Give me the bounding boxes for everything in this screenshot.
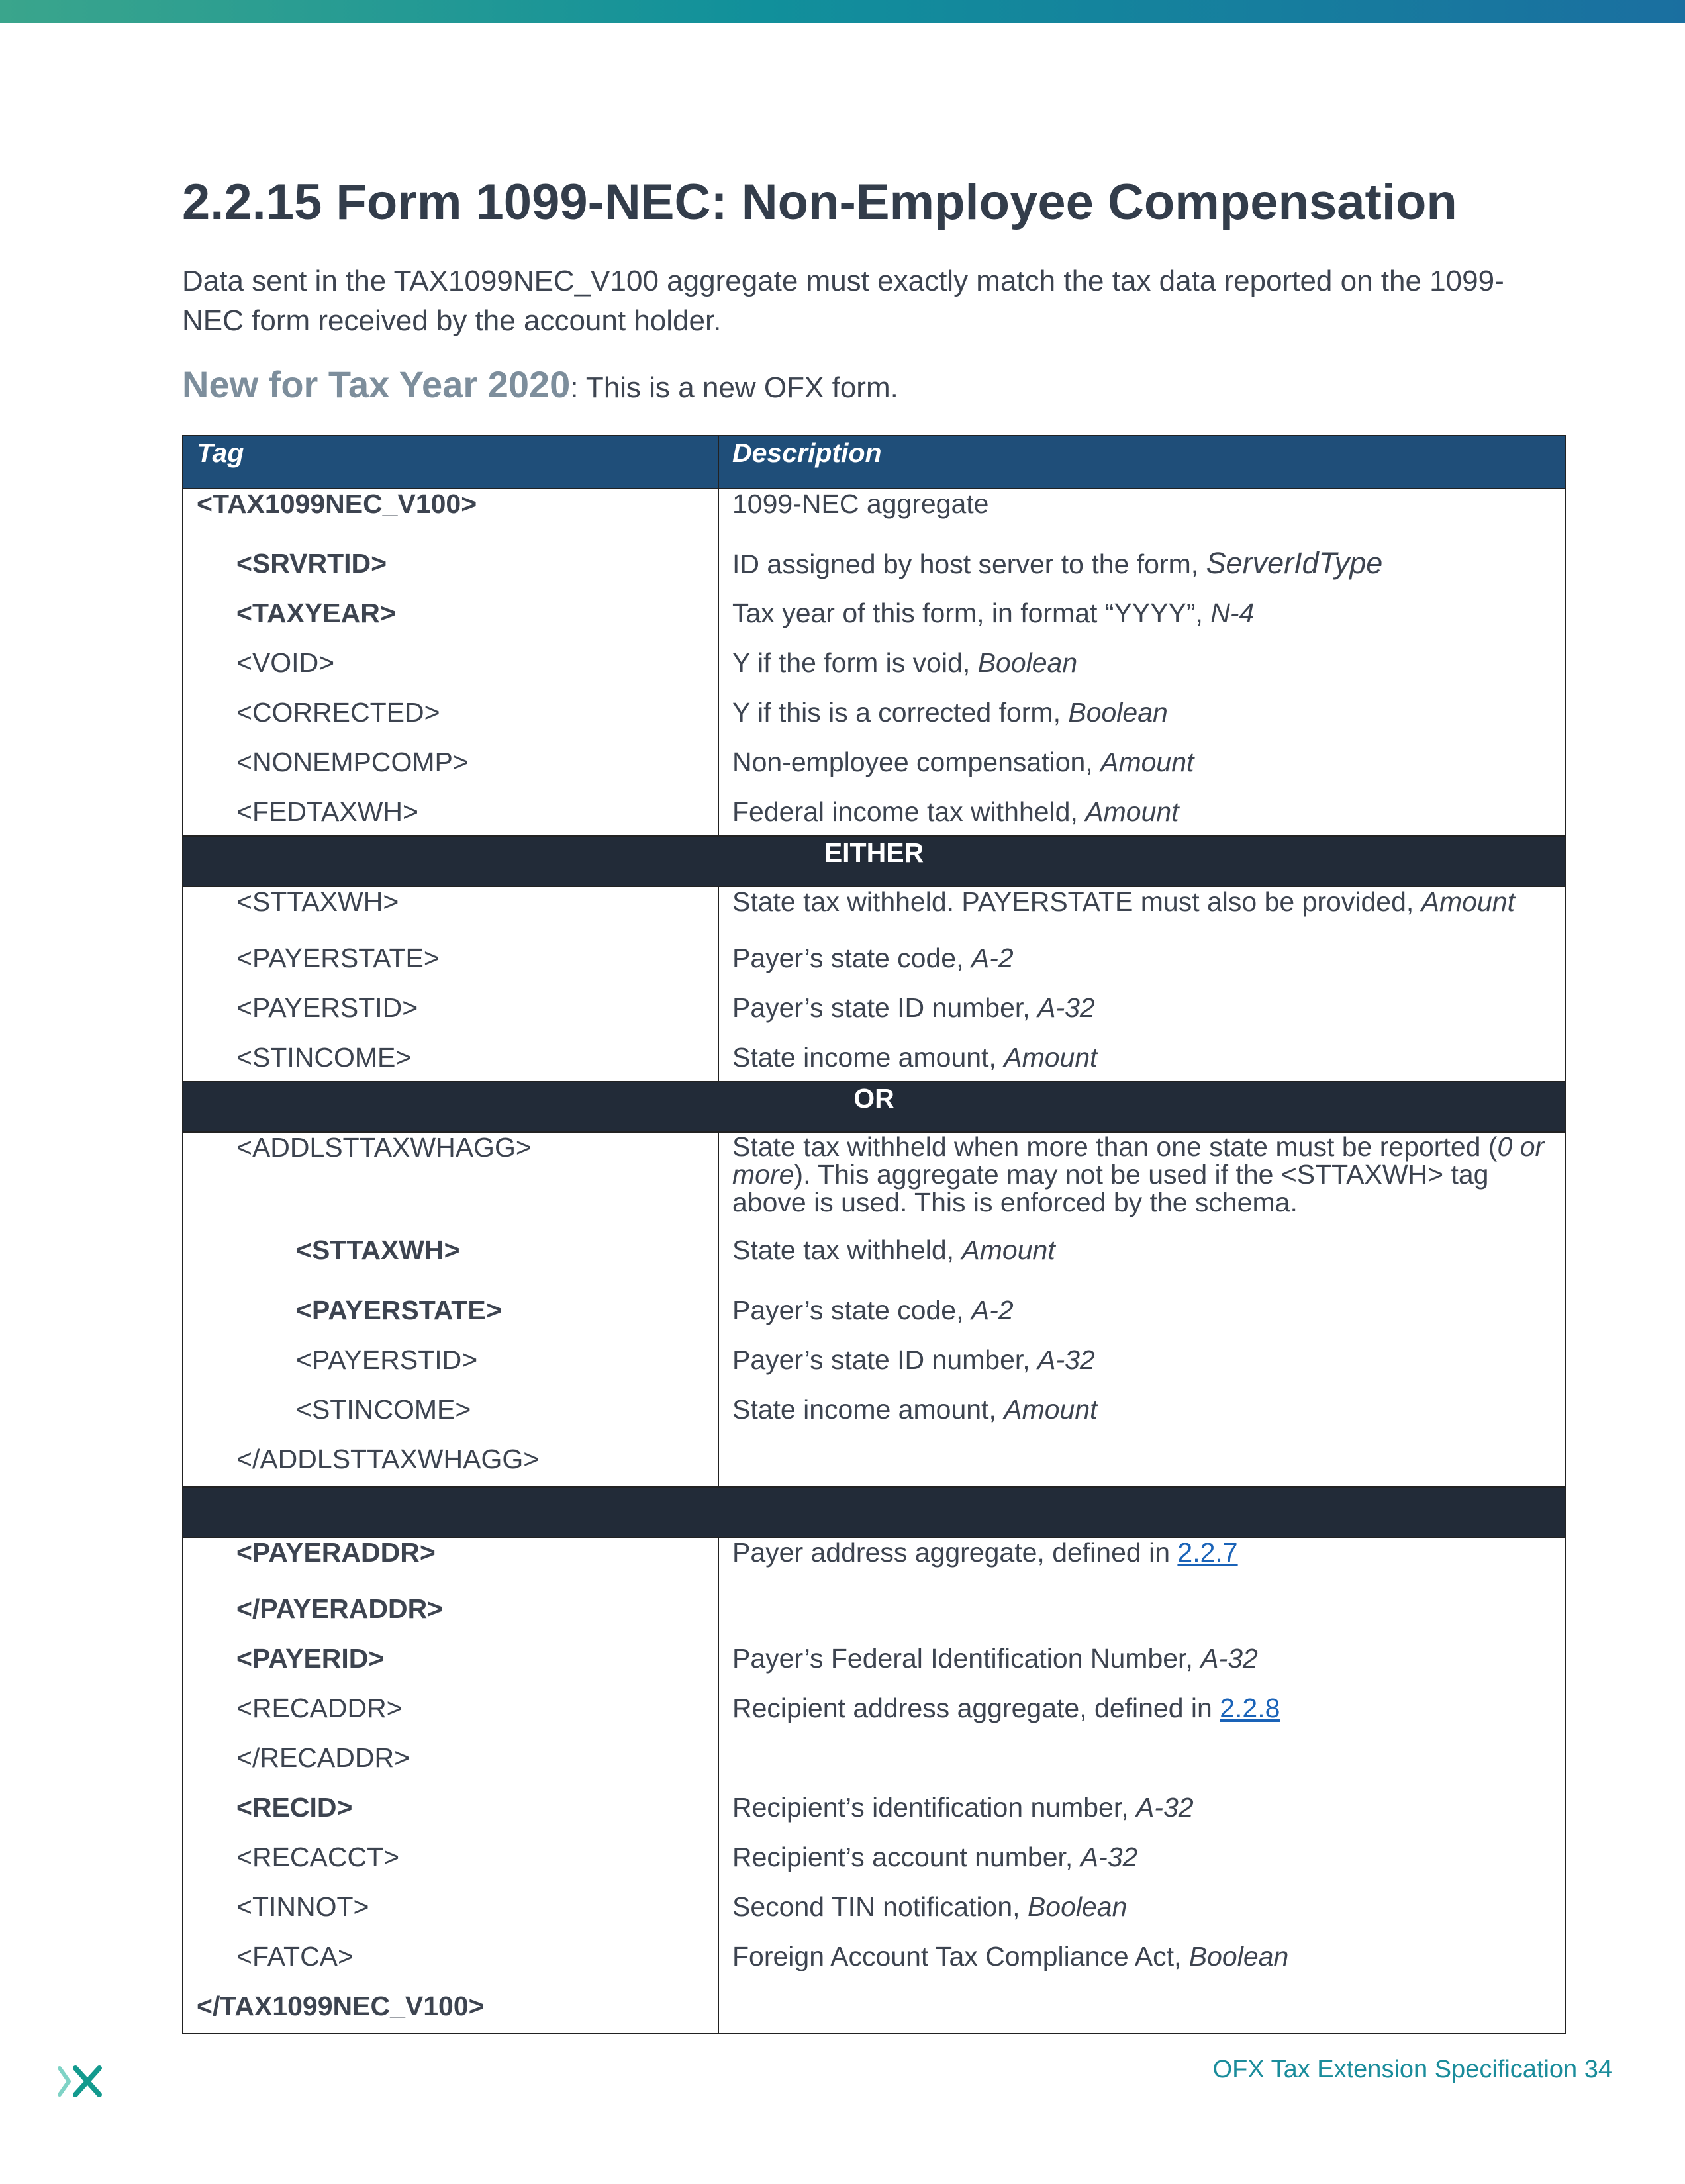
table-row [183, 1981, 1565, 2034]
tag-cell: <TAXYEAR> [183, 588, 718, 638]
table-row [183, 1537, 1565, 1584]
either-label: EITHER [183, 836, 1565, 886]
tag-cell: <PAYERID> [183, 1633, 718, 1683]
desc-cell: Federal income tax withheld, Amount [718, 786, 1565, 836]
desc-cell: Payer’s Federal Identification Number, A-32 [718, 1633, 1565, 1683]
table-row [183, 1633, 1565, 1683]
table-row [183, 489, 1565, 538]
desc-cell: Payer’s state code, A-2 [718, 933, 1565, 982]
desc-cell: 1099-NEC aggregate [718, 489, 1565, 538]
table-row [183, 1032, 1565, 1082]
desc-cell: Y if this is a corrected form, Boolean [718, 687, 1565, 737]
tag-cell: <FATCA> [183, 1931, 718, 1981]
table-row [183, 786, 1565, 836]
tag-cell: <PAYERSTATE> [183, 1285, 718, 1335]
tag-cell: <STINCOME> [183, 1032, 718, 1082]
desc-cell [718, 1981, 1565, 2034]
footer-page-label: OFX Tax Extension Specification 34 [1212, 2056, 1612, 2083]
tag-cell: <PAYERADDR> [183, 1537, 718, 1584]
table-row [183, 687, 1565, 737]
desc-cell: Recipient’s identification number, A-32 [718, 1782, 1565, 1832]
table-row [183, 1384, 1565, 1434]
link-2-2-8[interactable]: 2.2.8 [1220, 1693, 1280, 1723]
table-row [183, 638, 1565, 687]
intro-paragraph: Data sent in the TAX1099NEC_V100 aggregate must exactly match the tax data reported on the 1099-NEC form received by the account holder. [182, 265, 1504, 337]
table-header-row [183, 436, 1565, 489]
page-title: 2.2.15 Form 1099-NEC: Non-Employee Compensation [182, 174, 1457, 230]
tag-cell: <STTAXWH> [183, 1235, 718, 1285]
desc-cell: State tax withheld when more than one state must be reported (0 or more). This aggregate may not be used if the <STTAXWH> tag above is used. This is enforced by the schema. [718, 1132, 1565, 1235]
blank-divider [183, 1487, 1565, 1537]
tag-cell: <STTAXWH> [183, 886, 718, 933]
ofx-x-logo-icon [58, 2064, 106, 2099]
desc-cell: State tax withheld. PAYERSTATE must also be provided, Amount [718, 886, 1565, 933]
header-tag: Tag [183, 436, 718, 489]
table-row [183, 1683, 1565, 1733]
table-row [183, 982, 1565, 1032]
desc-cell: Tax year of this form, in format “YYYY”, N-4 [718, 588, 1565, 638]
desc-cell [718, 1584, 1565, 1633]
tag-cell: <RECID> [183, 1782, 718, 1832]
link-2-2-7[interactable]: 2.2.7 [1177, 1537, 1238, 1568]
tag-cell: <ADDLSTTAXWHAGG> [183, 1132, 718, 1235]
new-for-text: : This is a new OFX form. [570, 371, 898, 404]
tag-cell: <FEDTAXWH> [183, 786, 718, 836]
desc-cell: Recipient’s account number, A-32 [718, 1832, 1565, 1881]
tag-cell: <PAYERSTID> [183, 982, 718, 1032]
tag-cell: <VOID> [183, 638, 718, 687]
desc-cell: Payer’s state ID number, A-32 [718, 1335, 1565, 1384]
table-row [183, 1782, 1565, 1832]
table-row [183, 886, 1565, 933]
tag-cell: <CORRECTED> [183, 687, 718, 737]
new-for-highlight: New for Tax Year 2020 [182, 363, 571, 405]
tag-cell: <TAX1099NEC_V100> [183, 489, 718, 538]
desc-cell: Y if the form is void, Boolean [718, 638, 1565, 687]
tag-cell: <PAYERSTATE> [183, 933, 718, 982]
tag-cell: </ADDLSTTAXWHAGG> [183, 1434, 718, 1487]
desc-cell: State tax withheld, Amount [718, 1235, 1565, 1285]
desc-cell [718, 1733, 1565, 1782]
table-row [183, 933, 1565, 982]
desc-cell: ID assigned by host server to the form, ServerIdType [718, 538, 1565, 588]
or-divider-row [183, 1082, 1565, 1132]
header-description: Description [718, 436, 1565, 489]
table-row [183, 1584, 1565, 1633]
tag-cell: <TINNOT> [183, 1881, 718, 1931]
table-row [183, 538, 1565, 588]
tag-cell: <STINCOME> [183, 1384, 718, 1434]
desc-cell: Second TIN notification, Boolean [718, 1881, 1565, 1931]
tag-cell: </RECADDR> [183, 1733, 718, 1782]
or-label: OR [183, 1082, 1565, 1132]
desc-cell: Payer’s state ID number, A-32 [718, 982, 1565, 1032]
table-row [183, 1832, 1565, 1881]
desc-cell: Non-employee compensation, Amount [718, 737, 1565, 786]
tag-cell: <RECACCT> [183, 1832, 718, 1881]
desc-cell: State income amount, Amount [718, 1032, 1565, 1082]
tag-cell: <PAYERSTID> [183, 1335, 718, 1384]
new-for-tax-year-note [182, 363, 898, 406]
table-row [183, 588, 1565, 638]
table-row [183, 1881, 1565, 1931]
top-accent-bar [0, 0, 1685, 23]
table-row [183, 1285, 1565, 1335]
table-row [183, 1931, 1565, 1981]
desc-cell: Payer address aggregate, defined in 2.2.7 [718, 1537, 1565, 1584]
tag-cell: </PAYERADDR> [183, 1584, 718, 1633]
desc-cell: Recipient address aggregate, defined in 2.2.8 [718, 1683, 1565, 1733]
tag-cell: <RECADDR> [183, 1683, 718, 1733]
table-row [183, 737, 1565, 786]
blank-divider-row [183, 1487, 1565, 1537]
desc-cell: State income amount, Amount [718, 1384, 1565, 1434]
desc-cell: Foreign Account Tax Compliance Act, Boolean [718, 1931, 1565, 1981]
desc-cell [718, 1434, 1565, 1487]
tag-description-table [182, 435, 1566, 2034]
tag-cell: <NONEMPCOMP> [183, 737, 718, 786]
tag-cell: <SRVRTID> [183, 538, 718, 588]
desc-cell: Payer’s state code, A-2 [718, 1285, 1565, 1335]
table-row [183, 1434, 1565, 1487]
table-row [183, 1132, 1565, 1235]
tag-cell: </TAX1099NEC_V100> [183, 1981, 718, 2034]
either-divider-row [183, 836, 1565, 886]
table-row [183, 1335, 1565, 1384]
table-row [183, 1733, 1565, 1782]
table-row [183, 1235, 1565, 1285]
